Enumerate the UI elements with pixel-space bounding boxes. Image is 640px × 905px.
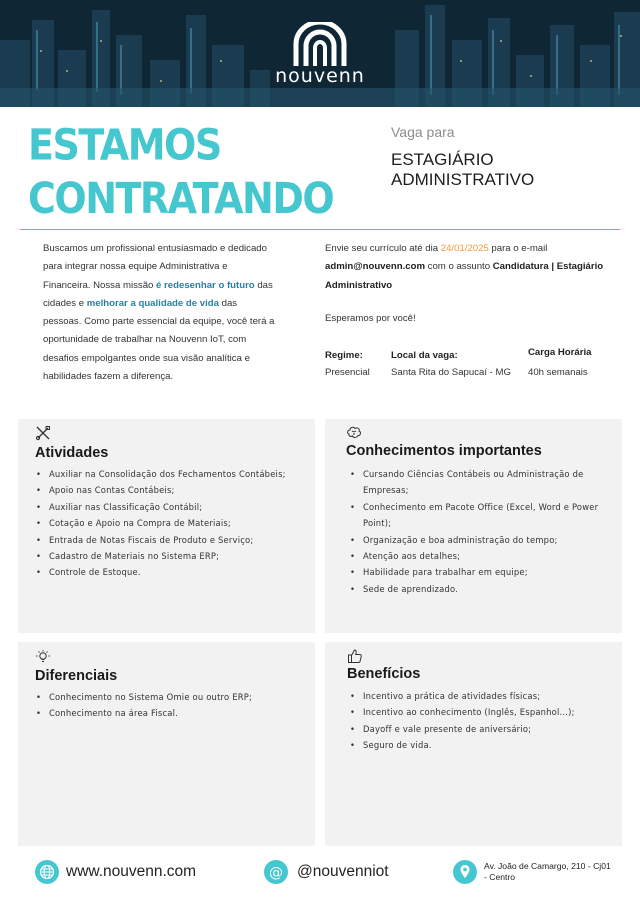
atividades-title: Atividades — [35, 445, 109, 461]
list-item: • Cotação e Apoio na Compra de Materiais; — [35, 515, 310, 531]
intro-paragraph — [43, 240, 275, 386]
list-item: • Apoio nas Contas Contábeis; — [35, 482, 310, 498]
globe-icon — [35, 860, 59, 884]
conhecimentos-list — [349, 466, 611, 597]
thumbs-up-icon — [347, 648, 363, 664]
list-item: • Seguro de vida. — [349, 737, 611, 753]
apply-text-2: para o e-mail — [488, 243, 548, 254]
vacancy-title-line-2: ADMINISTRATIVO — [391, 170, 535, 189]
diferenciais-list — [35, 689, 310, 722]
panel-atividades — [18, 419, 315, 633]
panel-beneficios — [325, 642, 622, 846]
social-handle-link[interactable]: @nouvenniot — [297, 863, 389, 880]
tools-icon — [35, 425, 51, 441]
intro-highlight-1: é redesenhar o futuro — [156, 279, 255, 291]
regime-label: Regime: — [325, 350, 363, 361]
headline-line-2: CONTRATANDO — [28, 174, 334, 224]
vacancy-prefix: Vaga para — [391, 124, 455, 140]
application-instructions — [325, 240, 605, 295]
nouvenn-logo-mark — [292, 22, 348, 66]
intro-text-1: Buscamos um profissional entusiasmado e dedicado para integrar nossa equipe Administrativa e Financeira. Nossa missão — [43, 243, 267, 291]
headline-line-1: ESTAMOS — [28, 120, 221, 170]
list-item: • Cadastro de Materiais no Sistema ERP; — [35, 548, 310, 564]
intro-highlight-2: melhorar a qualidade de vida — [86, 297, 219, 309]
address-text: Av. João de Camargo, 210 - Cj01 - Centro — [484, 861, 611, 882]
list-item: • Incentivo a prática de atividades físicas; — [349, 688, 611, 704]
website-link[interactable]: www.nouvenn.com — [66, 863, 197, 880]
list-item: • Dayoff e vale presente de aniversário; — [349, 721, 611, 737]
hours-value: 40h semanais — [528, 367, 588, 378]
header-banner — [0, 0, 640, 107]
regime-value: Presencial — [325, 367, 370, 378]
beneficios-title: Benefícios — [347, 666, 421, 682]
location-label: Local da vaga: — [391, 350, 458, 361]
location-value: Santa Rita do Sapucaí - MG — [391, 367, 511, 378]
list-item: • Cursando Ciências Contábeis ou Administração de Empresas; — [349, 466, 611, 499]
diferenciais-title: Diferenciais — [35, 668, 118, 684]
apply-deadline: 24/01/2025 — [440, 243, 489, 254]
list-item: • Auxiliar nas Classificação Contábil; — [35, 499, 310, 515]
location-pin-icon-glyph — [453, 860, 477, 884]
hours-label: Carga Horária — [528, 347, 592, 358]
list-item: • Habilidade para trabalhar em equipe; — [349, 564, 611, 580]
list-item: • Conhecimento na área Fiscal. — [35, 705, 310, 721]
apply-email-link[interactable]: admin@nouvenn.com — [325, 261, 425, 273]
panel-conhecimentos — [325, 419, 622, 633]
vacancy-title-line-1: ESTAGIÁRIO — [391, 150, 494, 169]
list-item: • Conhecimento no Sistema Omie ou outro ERP; — [35, 689, 310, 705]
section-divider — [20, 229, 620, 230]
list-item: • Atenção aos detalhes; — [349, 548, 611, 564]
list-item: • Sede de aprendizado. — [349, 581, 611, 597]
conhecimentos-title: Conhecimentos importantes — [346, 443, 542, 459]
intro-text-3: das pessoas. Como parte essencial da equipe, você terá a oportunidade de trabalhar na Nouvenn IoT, com desafios empolgantes onde sua visão analítica e habilidades fazem a diferença. — [43, 297, 275, 383]
lightbulb-icon — [35, 649, 51, 665]
hiring-headline — [28, 118, 334, 226]
list-item: • Organização e boa administração do tempo; — [349, 532, 611, 548]
beneficios-list — [349, 688, 611, 754]
intro-text-2: das cidades e — [43, 279, 273, 309]
vacancy-title — [391, 150, 611, 190]
apply-subject: Candidatura | Estagiário Administrativo — [325, 261, 604, 291]
location-pin-icon — [453, 860, 477, 884]
globe-icon-glyph — [35, 860, 59, 884]
closing-text: Esperamos por você! — [325, 313, 416, 324]
apply-text-3: com o assunto — [424, 261, 493, 273]
atividades-list — [35, 466, 310, 581]
svg-text:@: @ — [269, 865, 283, 881]
nouvenn-logo — [260, 22, 380, 90]
at-sign-icon — [264, 860, 288, 884]
list-item: • Controle de Estoque. — [35, 564, 310, 580]
list-item: • Incentivo ao conhecimento (Inglês, Espanhol...); — [349, 704, 611, 720]
list-item: • Conhecimento em Pacote Office (Excel, Word e Power Point); — [349, 499, 611, 532]
list-item: • Entrada de Notas Fiscais de Produto e Serviço; — [35, 532, 310, 548]
at-sign-icon-glyph — [264, 860, 288, 884]
logo-wordmark: nouvenn — [275, 65, 365, 87]
apply-text-1: Envie seu currículo até dia — [325, 243, 441, 254]
list-item: • Auxiliar na Consolidação dos Fechamentos Contábeis; — [35, 466, 310, 482]
brain-icon — [346, 425, 362, 441]
panel-diferenciais — [18, 642, 315, 846]
